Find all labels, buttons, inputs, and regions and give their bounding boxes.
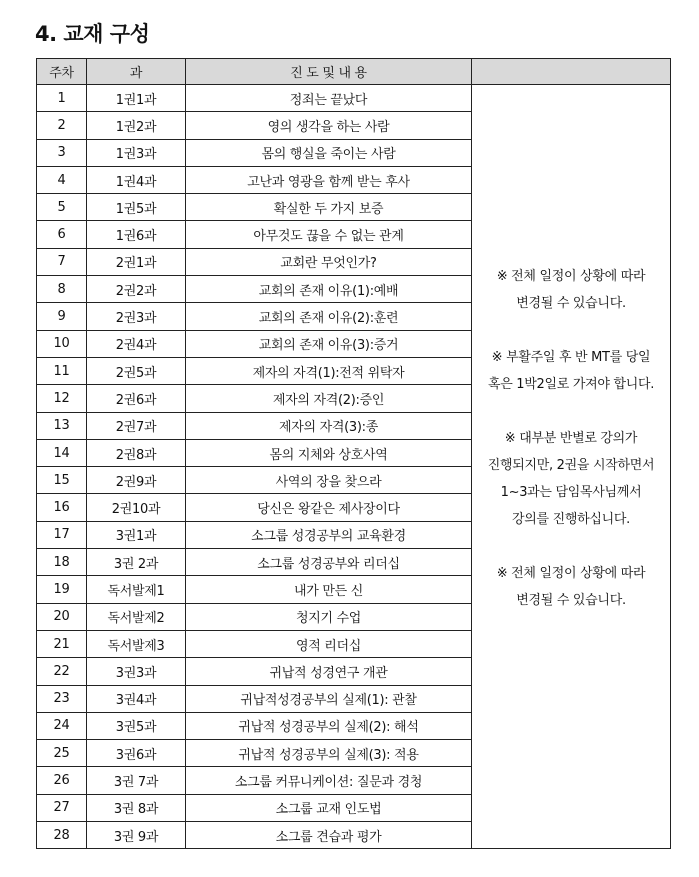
content-cell: 귀납적 성경공부의 실제(2): 해석 bbox=[186, 712, 472, 739]
lesson-cell: 3권 8과 bbox=[87, 794, 186, 821]
lesson-cell: 2권10과 bbox=[87, 494, 186, 521]
week-cell: 12 bbox=[37, 385, 87, 412]
lesson-cell: 독서발제3 bbox=[87, 630, 186, 657]
content-cell: 청지기 수업 bbox=[186, 603, 472, 630]
note-line: 혹은 1박2일로 가져야 합니다. bbox=[487, 377, 655, 392]
lesson-cell: 3권5과 bbox=[87, 712, 186, 739]
content-cell: 소그룹 성경공부와 리더십 bbox=[186, 549, 472, 576]
week-cell: 8 bbox=[37, 276, 87, 303]
lesson-cell: 2권8과 bbox=[87, 439, 186, 466]
week-cell: 26 bbox=[37, 767, 87, 794]
week-cell: 11 bbox=[37, 357, 87, 384]
week-cell: 3 bbox=[37, 139, 87, 166]
notes-cell bbox=[472, 85, 671, 849]
content-cell: 몸의 지체와 상호사역 bbox=[186, 439, 472, 466]
lesson-cell: 1권3과 bbox=[87, 139, 186, 166]
note-line: ※ 대부분 반별로 강의가 bbox=[504, 431, 638, 446]
lesson-cell: 1권1과 bbox=[87, 85, 186, 112]
content-cell: 제자의 자격(1):전적 위탁자 bbox=[186, 357, 472, 384]
lesson-cell: 1권2과 bbox=[87, 112, 186, 139]
content-cell: 아무것도 끊을 수 없는 관계 bbox=[186, 221, 472, 248]
content-cell: 교회의 존재 이유(1):예배 bbox=[186, 276, 472, 303]
week-cell: 21 bbox=[37, 630, 87, 657]
note-line: 변경될 수 있습니다. bbox=[516, 593, 626, 608]
content-cell: 영의 생각을 하는 사람 bbox=[186, 112, 472, 139]
lesson-cell: 2권9과 bbox=[87, 467, 186, 494]
header-week: 주차 bbox=[37, 59, 87, 85]
content-cell: 영적 리더십 bbox=[186, 630, 472, 657]
lesson-cell: 1권6과 bbox=[87, 221, 186, 248]
note-paragraph bbox=[472, 560, 670, 614]
lesson-cell: 1권4과 bbox=[87, 166, 186, 193]
lesson-cell: 2권6과 bbox=[87, 385, 186, 412]
week-cell: 16 bbox=[37, 494, 87, 521]
week-cell: 27 bbox=[37, 794, 87, 821]
week-cell: 23 bbox=[37, 685, 87, 712]
week-cell: 15 bbox=[37, 467, 87, 494]
week-cell: 24 bbox=[37, 712, 87, 739]
note-line: 변경될 수 있습니다. bbox=[516, 296, 626, 311]
week-cell: 18 bbox=[37, 549, 87, 576]
lesson-cell: 3권1과 bbox=[87, 521, 186, 548]
week-cell: 13 bbox=[37, 412, 87, 439]
week-cell: 28 bbox=[37, 822, 87, 849]
lesson-cell: 2권5과 bbox=[87, 357, 186, 384]
week-cell: 9 bbox=[37, 303, 87, 330]
note-line: ※ 전체 일정이 상황에 따라 bbox=[496, 269, 646, 284]
table-header-row bbox=[37, 59, 671, 85]
note-paragraph bbox=[472, 263, 670, 317]
week-cell: 5 bbox=[37, 194, 87, 221]
week-cell: 10 bbox=[37, 330, 87, 357]
content-cell: 소그룹 견습과 평가 bbox=[186, 822, 472, 849]
content-cell: 소그룹 교재 인도법 bbox=[186, 794, 472, 821]
week-cell: 19 bbox=[37, 576, 87, 603]
lesson-cell: 2권2과 bbox=[87, 276, 186, 303]
note-line: 진행되지만, 2권을 시작하면서 bbox=[487, 458, 655, 473]
lesson-cell: 2권3과 bbox=[87, 303, 186, 330]
content-cell: 내가 만든 신 bbox=[186, 576, 472, 603]
content-cell: 확실한 두 가지 보증 bbox=[186, 194, 472, 221]
lesson-cell: 3권 2과 bbox=[87, 549, 186, 576]
header-content: 진 도 및 내 용 bbox=[186, 59, 472, 85]
lesson-cell: 3권4과 bbox=[87, 685, 186, 712]
week-cell: 2 bbox=[37, 112, 87, 139]
note-line: 1~3과는 담임목사님께서 bbox=[500, 485, 642, 500]
week-cell: 25 bbox=[37, 740, 87, 767]
lesson-cell: 2권7과 bbox=[87, 412, 186, 439]
content-cell: 귀납적 성경공부의 실제(3): 적용 bbox=[186, 740, 472, 767]
lesson-cell: 3권 7과 bbox=[87, 767, 186, 794]
lesson-cell: 3권3과 bbox=[87, 658, 186, 685]
content-cell: 당신은 왕같은 제사장이다 bbox=[186, 494, 472, 521]
week-cell: 17 bbox=[37, 521, 87, 548]
week-cell: 22 bbox=[37, 658, 87, 685]
note-line: ※ 부활주일 후 반 MT를 당일 bbox=[491, 350, 651, 365]
lesson-cell: 1권5과 bbox=[87, 194, 186, 221]
lesson-cell: 2권1과 bbox=[87, 248, 186, 275]
header-lesson: 과 bbox=[87, 59, 186, 85]
content-cell: 귀납적성경공부의 실제(1): 관찰 bbox=[186, 685, 472, 712]
note-paragraph bbox=[472, 425, 670, 533]
section-title: 4. 교재 구성 bbox=[35, 22, 150, 46]
content-cell: 교회의 존재 이유(2):훈련 bbox=[186, 303, 472, 330]
lesson-cell: 독서발제1 bbox=[87, 576, 186, 603]
note-line: ※ 전체 일정이 상황에 따라 bbox=[496, 566, 646, 581]
week-cell: 1 bbox=[37, 85, 87, 112]
content-cell: 교회의 존재 이유(3):증거 bbox=[186, 330, 472, 357]
note-paragraph bbox=[472, 344, 670, 398]
table-row bbox=[37, 85, 671, 112]
lesson-cell: 3권 9과 bbox=[87, 822, 186, 849]
week-cell: 14 bbox=[37, 439, 87, 466]
lesson-cell: 독서발제2 bbox=[87, 603, 186, 630]
content-cell: 고난과 영광을 함께 받는 후사 bbox=[186, 166, 472, 193]
content-cell: 제자의 자격(3):종 bbox=[186, 412, 472, 439]
note-line: 강의를 진행하십니다. bbox=[512, 512, 630, 527]
content-cell: 소그룹 성경공부의 교육환경 bbox=[186, 521, 472, 548]
lesson-cell: 3권6과 bbox=[87, 740, 186, 767]
content-cell: 제자의 자격(2):증인 bbox=[186, 385, 472, 412]
week-cell: 6 bbox=[37, 221, 87, 248]
content-cell: 귀납적 성경연구 개관 bbox=[186, 658, 472, 685]
content-cell: 소그룹 커뮤니케이션: 질문과 경청 bbox=[186, 767, 472, 794]
week-cell: 7 bbox=[37, 248, 87, 275]
content-cell: 사역의 장을 찾으라 bbox=[186, 467, 472, 494]
content-cell: 정죄는 끝났다 bbox=[186, 85, 472, 112]
week-cell: 4 bbox=[37, 166, 87, 193]
content-cell: 몸의 행실을 죽이는 사람 bbox=[186, 139, 472, 166]
header-notes bbox=[472, 59, 671, 85]
content-cell: 교회란 무엇인가? bbox=[186, 248, 472, 275]
curriculum-table bbox=[36, 58, 671, 849]
week-cell: 20 bbox=[37, 603, 87, 630]
lesson-cell: 2권4과 bbox=[87, 330, 186, 357]
